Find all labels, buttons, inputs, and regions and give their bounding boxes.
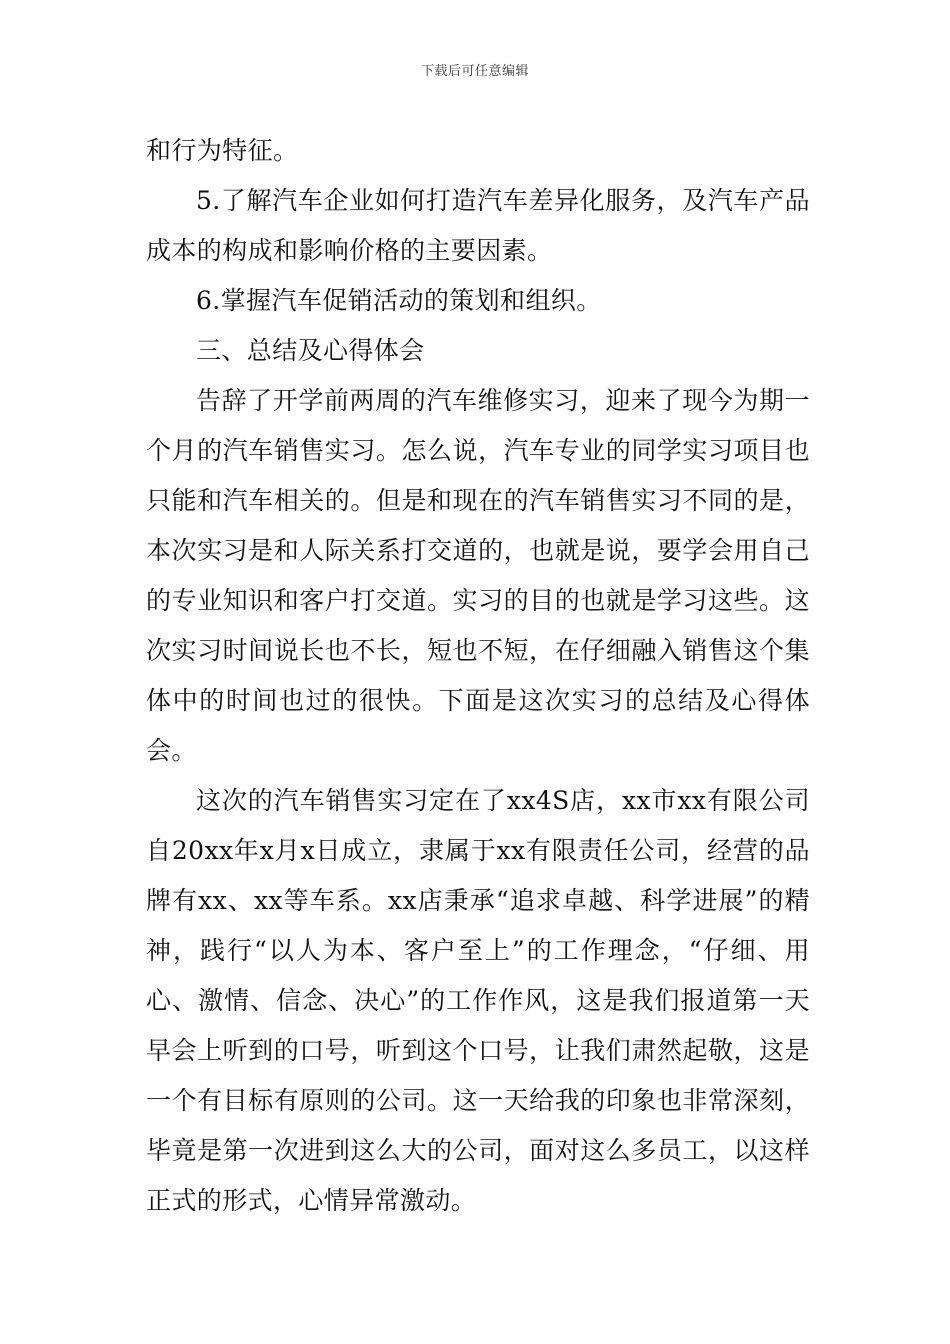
list-item-6: 6.掌握汽车促销活动的策划和组织。 [196,286,602,315]
document-body [146,126,810,1226]
paragraph-intro: 告辞了开学前两周的汽车维修实习，迎来了现今为期一个月的汽车销售实习。怎么说，汽车专业的同学实习项目也只能和汽车相关的。但是和现在的汽车销售实习不同的是，本次实习是和人际关系打交道的，也就是说，要学会用自己的专业知识和客户打交道。实习的目的也就是学习这些。这次实习时间说长也不长，短也不短，在仔细融入销售这个集体中的时间也过的很快。下面是这次实习的总结及心得体会。 [146,386,810,765]
page-header: 下载后可任意编辑 [420,64,529,79]
paragraph-company: 这次的汽车销售实习定在了xx4S店，xx市xx有限公司自20xx年x月x日成立，隶属于xx有限责任公司，经营的品牌有xx、xx等车系。xx店秉承“追求卓越、科学进展”的精神，践行“以人为本、客户至上”的工作理念，“仔细、用心、激情、信念、决心”的工作作风，这是我们报道第一天早会上听到的口号，听到这个口号，让我们肃然起敬，这是一个有目标有原则的公司。这一天给我的印象也非常深刻，毕竟是第一次进到这么大的公司，面对这么多员工，以这样正式的形式，心情异常激动。 [146,786,810,1215]
list-item-5: 5.了解汽车企业如何打造汽车差异化服务，及汽车产品成本的构成和影响价格的主要因素。 [146,186,810,265]
paragraph-continuation: 和行为特征。 [146,136,299,165]
section-heading: 三、总结及心得体会 [196,336,425,365]
